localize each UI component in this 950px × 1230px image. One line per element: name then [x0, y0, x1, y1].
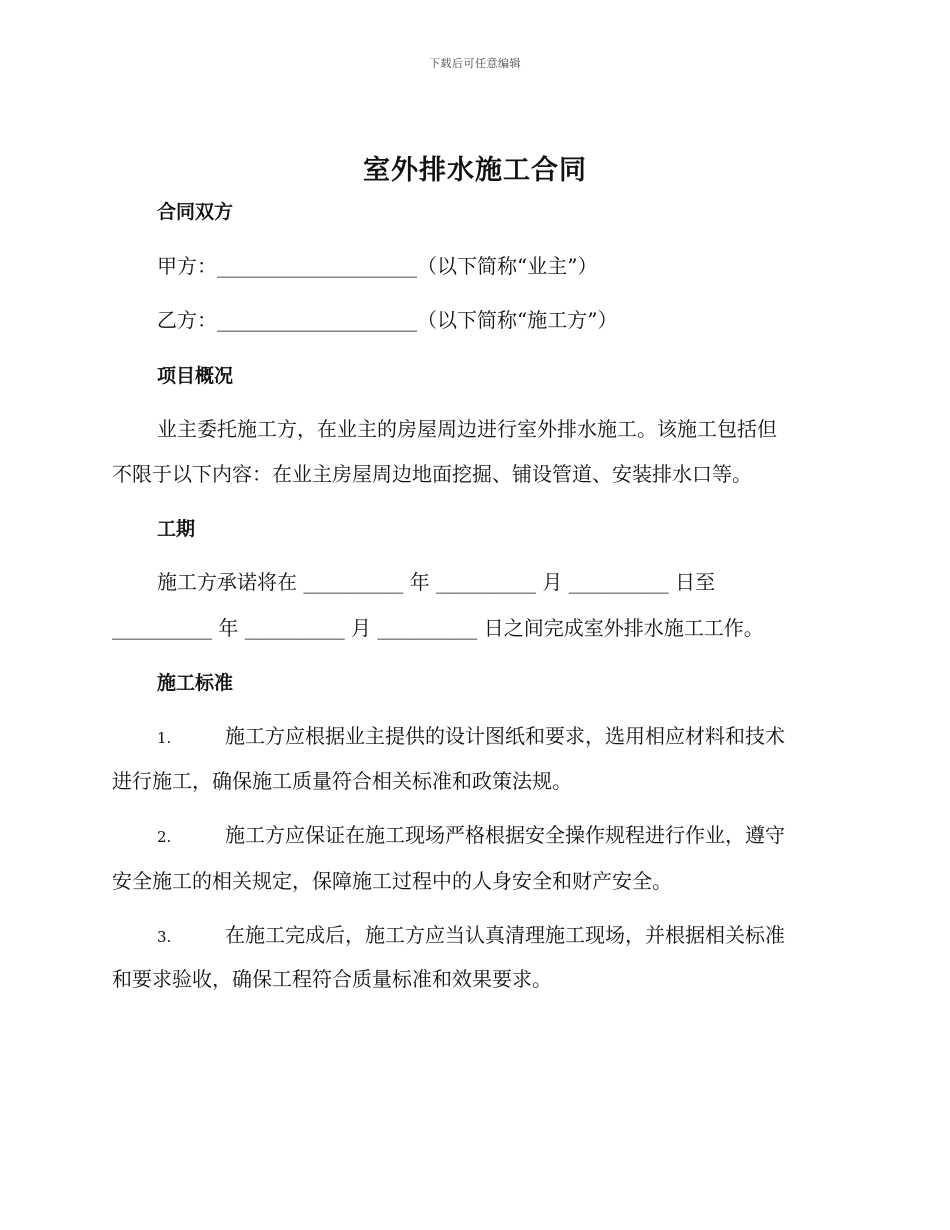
standard-item-3 [157, 921, 838, 951]
party-b-line: 乙方：____________________（以下简称“施工方”） [157, 308, 618, 332]
section-heading-schedule: 工期 [157, 518, 196, 540]
standard-item-text: 施工方应根据业主提供的设计图纸和要求，选用相应材料和技术 [225, 724, 785, 748]
standard-item-1-continued: 进行施工，确保施工质量符合相关标准和政策法规。 [112, 769, 572, 793]
standard-item-text: 施工方应保证在施工现场严格根据安全操作规程进行作业，遵守 [225, 823, 785, 847]
overview-paragraph-line-1: 业主委托施工方，在业主的房屋周边进行室外排水施工。该施工包括但 [157, 417, 777, 441]
document-title: 室外排水施工合同 [363, 155, 587, 186]
section-heading-overview: 项目概况 [157, 365, 234, 387]
schedule-line-2: __________ 年 __________ 月 __________ 日之间完成室外排水施工工作。 [112, 616, 764, 640]
section-heading-parties: 合同双方 [157, 201, 234, 223]
standard-item-3-continued: 和要求验收，确保工程符合质量标准和效果要求。 [112, 967, 552, 991]
overview-paragraph-line-2: 不限于以下内容：在业主房屋周边地面挖掘、铺设管道、安装排水口等。 [112, 462, 752, 486]
standard-item-2 [157, 821, 838, 851]
standard-item-number: 1. [157, 729, 172, 747]
standard-item-2-continued: 安全施工的相关规定，保障施工过程中的人身安全和财产安全。 [112, 869, 672, 893]
standard-item-1 [157, 722, 838, 752]
standard-item-text: 在施工完成后，施工方应当认真清理施工现场，并根据相关标准 [225, 923, 785, 947]
header-note: 下载后可任意编辑 [429, 57, 521, 70]
schedule-line-1: 施工方承诺将在 __________ 年 __________ 月 __________ 日至 [157, 570, 716, 594]
standard-item-number: 3. [157, 928, 172, 946]
section-heading-standards: 施工标准 [157, 672, 234, 694]
party-a-line: 甲方：____________________（以下简称“业主”） [157, 254, 598, 278]
standard-item-number: 2. [157, 828, 172, 846]
